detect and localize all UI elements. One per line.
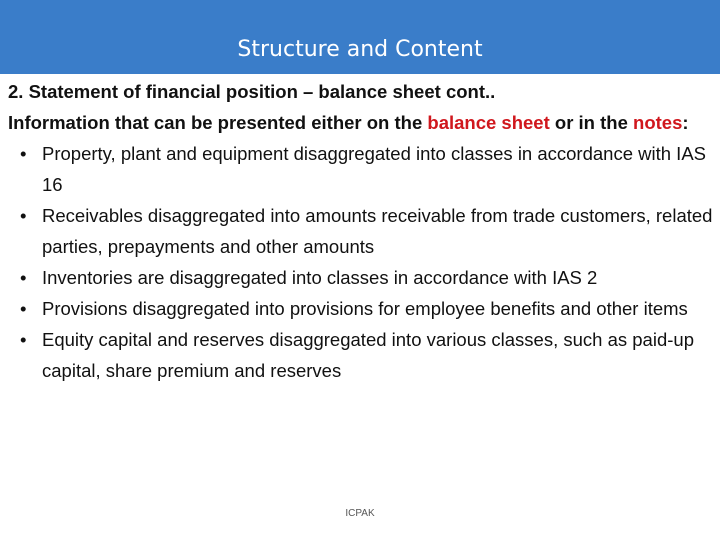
bullet-text: Property, plant and equipment disaggregated into classes in accordance with IAS 16	[42, 143, 706, 195]
footer-label: ICPAK	[345, 508, 375, 519]
bullet-icon: •	[20, 329, 27, 350]
bullet-item	[8, 324, 716, 386]
bullet-icon: •	[20, 298, 27, 319]
intro-part-1: Information that can be presented either on the	[8, 112, 428, 133]
slide-title: Structure and Content	[237, 37, 483, 62]
intro-part-3: :	[682, 112, 689, 133]
slide-content	[8, 76, 716, 386]
intro-text	[8, 107, 716, 138]
bullet-text: Provisions disaggregated into provisions for employee benefits and other items	[42, 298, 688, 319]
bullet-item	[8, 200, 716, 262]
bullet-item	[8, 262, 716, 293]
intro-part-2: or in the	[549, 112, 634, 133]
bullet-text: Equity capital and reserves disaggregated into various classes, such as paid-up capital, share premium and reserves	[42, 329, 694, 381]
bullet-icon: •	[20, 267, 27, 288]
bullet-item	[8, 293, 716, 324]
bullet-item	[8, 138, 716, 200]
highlight-notes: notes	[633, 112, 683, 133]
section-heading: 2. Statement of financial position – balance sheet cont..	[8, 81, 496, 102]
bullet-icon: •	[20, 143, 27, 164]
bullet-list	[8, 138, 716, 386]
bullet-icon: •	[20, 205, 27, 226]
bullet-text: Inventories are disaggregated into classes in accordance with IAS 2	[42, 267, 598, 288]
highlight-balance-sheet: balance sheet	[427, 112, 550, 133]
bullet-text: Receivables disaggregated into amounts receivable from trade customers, related parties, prepayments and other amounts	[42, 205, 713, 257]
